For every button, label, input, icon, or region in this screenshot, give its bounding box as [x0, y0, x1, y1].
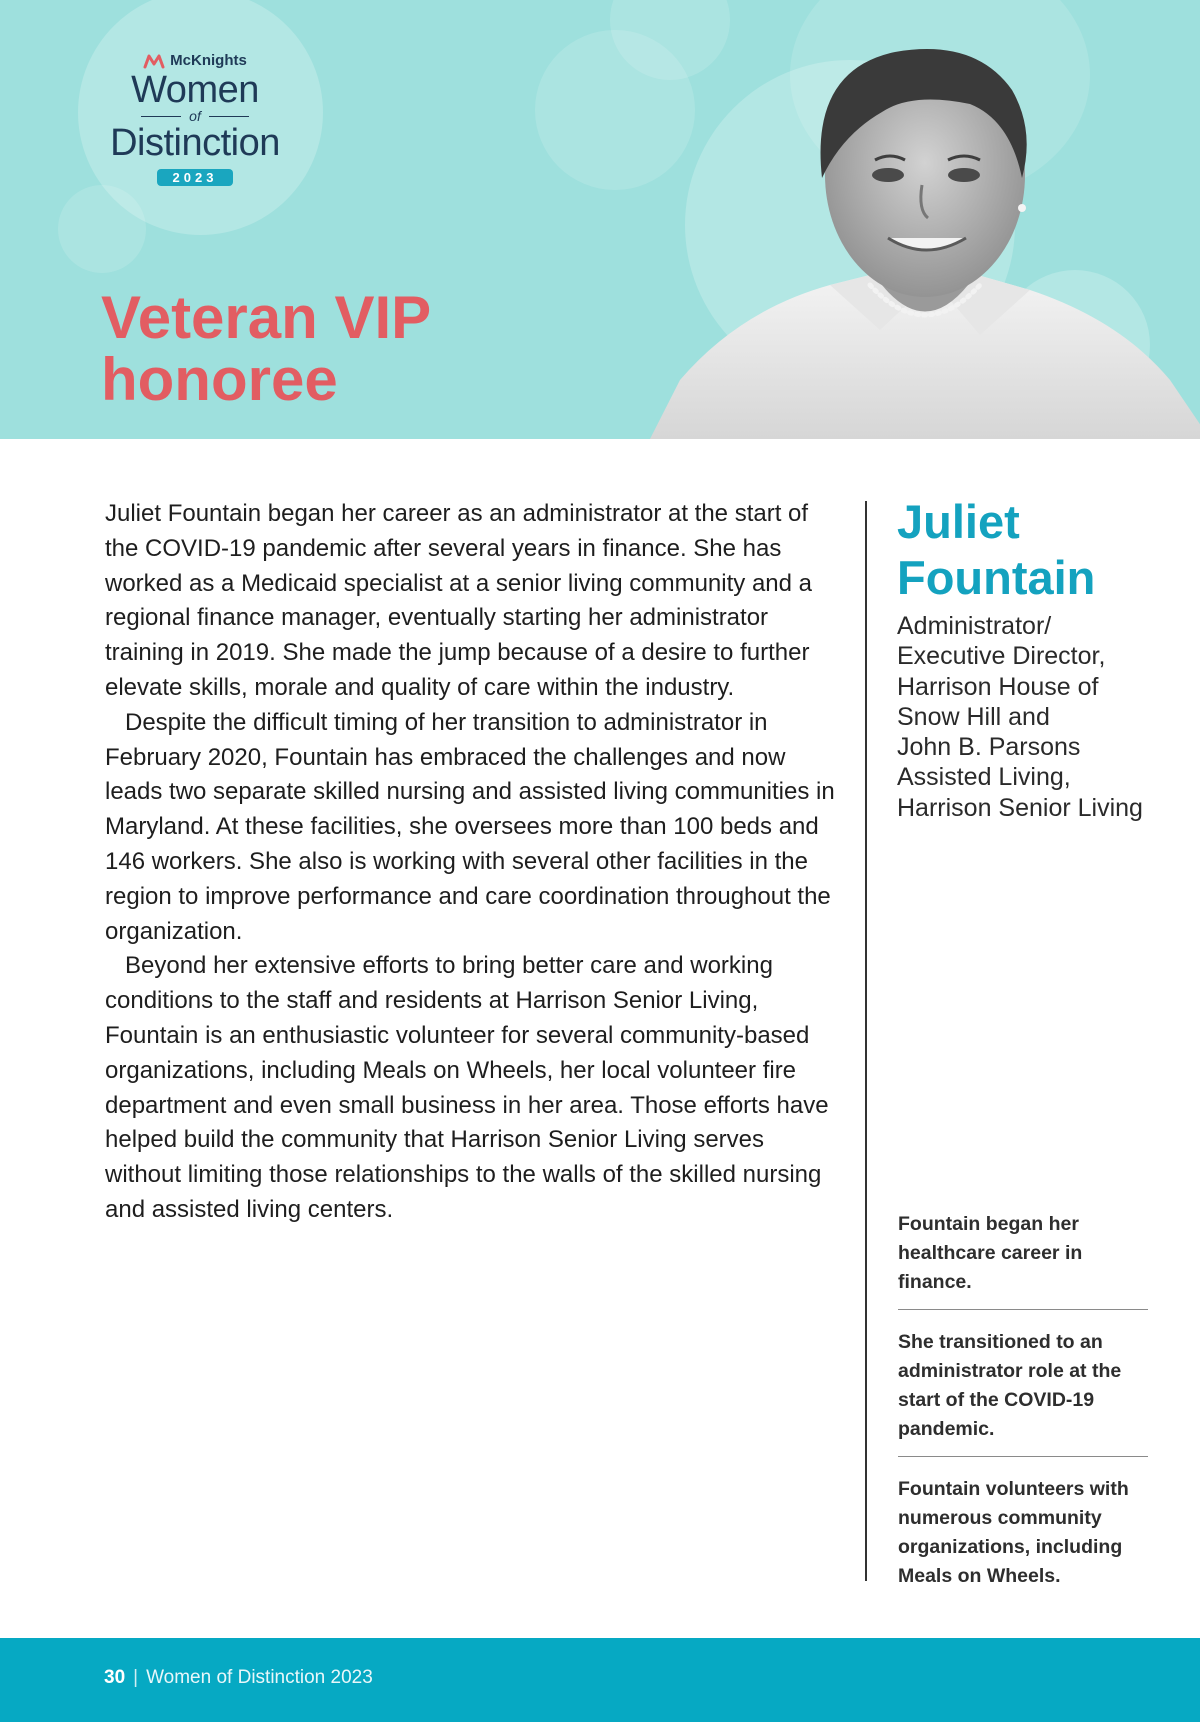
honoree-name [897, 494, 1095, 606]
page-headline [101, 284, 432, 413]
fact-list [898, 1210, 1148, 1621]
role-line: Snow Hill and [897, 702, 1050, 731]
women-of-distinction-logo [95, 52, 295, 187]
role-line: Administrator/ [897, 612, 1052, 640]
article-body [105, 497, 835, 1228]
page-footer [0, 1638, 1200, 1722]
role-line: Harrison House of [897, 672, 1099, 701]
footer-text [104, 1667, 373, 1689]
role-line: Executive Director, [897, 642, 1106, 671]
article-paragraph: Despite the difficult timing of her transition to administrator in February 2020, Fountain has embraced the challenges and now leads two separate skilled nursing and assisted living communities in Maryland. At these facilities, she oversees more than 100 beds and 146 workers. She also is working with several other facilities in the region to improve performance and care coordination throughout the organization. [105, 708, 835, 945]
logo-divider [141, 116, 181, 117]
headline-line-2: honoree [101, 346, 338, 413]
logo-brand [95, 52, 295, 69]
fact-item: She transitioned to an administrator role at the start of the COVID-19 pandemic. [898, 1328, 1148, 1457]
honoree-portrait [650, 0, 1200, 439]
role-line: Assisted Living, [897, 763, 1071, 792]
headline-line-1: Veteran VIP [101, 284, 432, 351]
fact-item: Fountain began her healthcare career in finance. [898, 1210, 1148, 1310]
fact-item: Fountain volunteers with numerous community organizations, including Meals on Wheels. [898, 1478, 1129, 1587]
logo-divider [209, 116, 249, 117]
article-paragraph: Juliet Fountain began her career as an administrator at the start of the COVID-19 pandemic after several years in finance. She has worked as a Medicaid specialist at a senior living community and a regional finance manager, eventually starting her administrator training in 2019. She made the jump because of a desire to further elevate skills, morale and quality of care within the industry. [105, 500, 813, 701]
publication-name: Women of Distinction 2023 [146, 1667, 373, 1688]
logo-of-text: of [189, 108, 201, 124]
honoree-first-name: Juliet [897, 495, 1020, 548]
sidebar-divider [865, 501, 867, 1581]
header-banner [0, 0, 1200, 439]
article-paragraph: Beyond her extensive efforts to bring better care and working conditions to the staff and residents at Harrison Senior Living, Fountain is an enthusiastic volunteer for several community-based organizations, including Meals on Wheels, her local volunteer fire department and even small business in her area. Those efforts have helped build the community that Harrison Senior Living serves without limiting those relationships to the walls of the skilled nursing and assisted living centers. [105, 952, 829, 1223]
logo-year-badge: 2023 [157, 169, 234, 186]
mcknights-mark-icon [143, 53, 165, 69]
honoree-role [897, 611, 1197, 823]
honoree-last-name: Fountain [897, 551, 1096, 604]
logo-distinction-text: Distinction [110, 122, 280, 164]
logo-women-text: Women [131, 69, 259, 111]
page-number: 30 [104, 1667, 126, 1688]
decorative-bubble [58, 185, 146, 273]
logo-of-line [95, 109, 295, 123]
role-line: John B. Parsons [897, 733, 1081, 762]
role-line: Harrison Senior Living [897, 793, 1143, 822]
logo-brand-text: McKnights [170, 52, 247, 69]
footer-separator: | [133, 1667, 139, 1688]
